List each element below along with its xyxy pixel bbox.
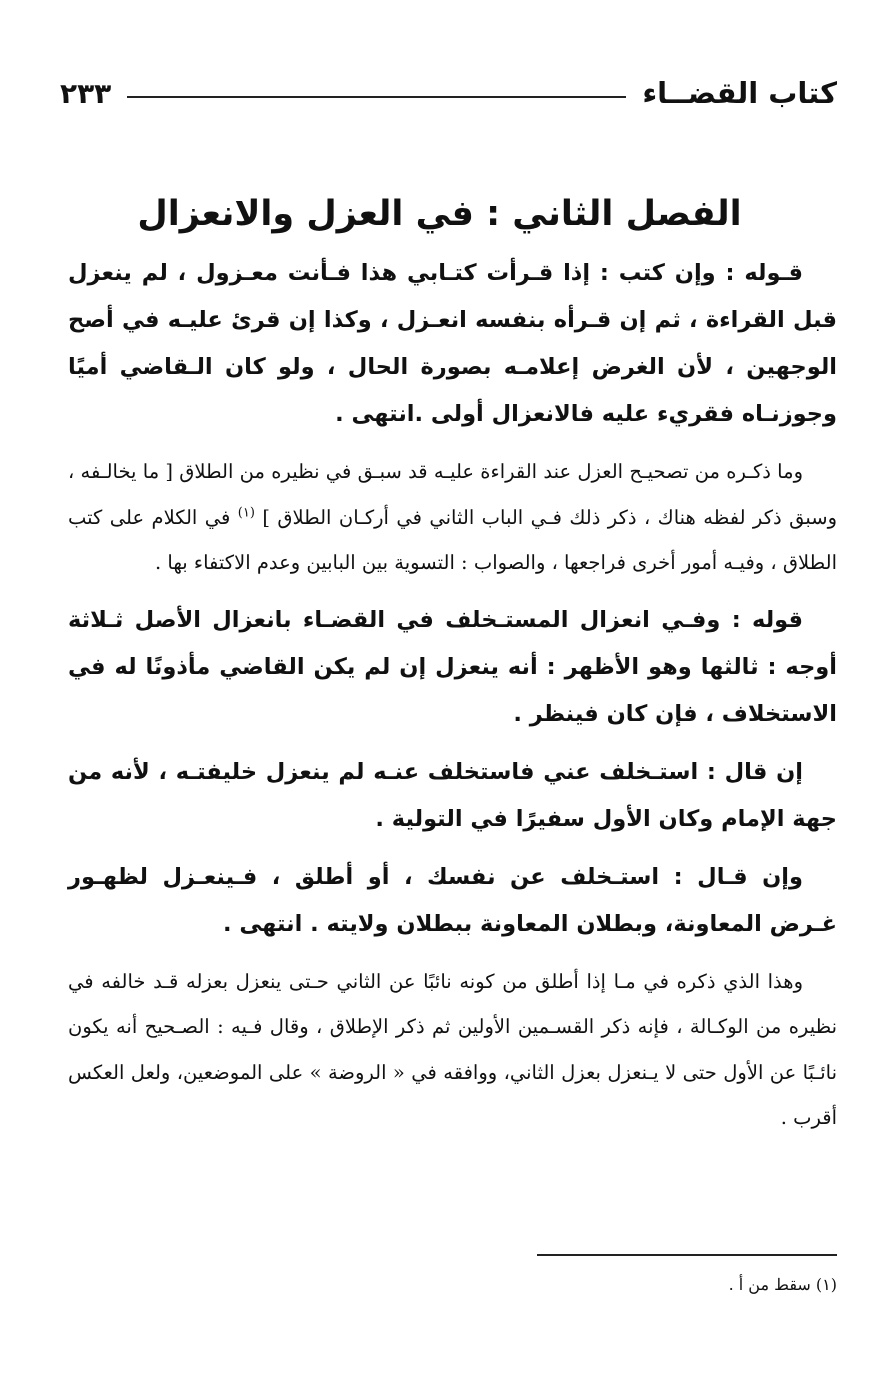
commentary-text-before-ref: وما ذكـره من تصحيـح العزل عند القراءة عليـه قد سبـق في نظيره من الطلاق [ ما يخالـفه ، وسبق ذكر لفظه هناك ، ذكر ذلك فـي الباب الثاني في أركـان الطلاق ]: [68, 460, 837, 529]
footnote-separator: [537, 1254, 837, 1256]
page-number: ٢٣٣: [60, 76, 112, 110]
book-title: كتاب القضــاء: [642, 76, 837, 110]
commentary-paragraph-2: وهذا الذي ذكره في مـا إذا أطلق من كونه نائبًا عن الثاني حـتى ينعزل بعزله قـد خالفه في نظيره من الوكـالة ، فإنه ذكر القسـمين الأولين ثم ذكر الإطلاق ، وقال فـيه : الصـحيح أنه يكون نائـبًا عن الأول حتى لا يـنعزل بعزل الثاني، ووافقه في « الروضة » على الموضعين، ولعل العكس أقرب .: [68, 969, 837, 1129]
commentary-text-after-ref: في الكلام على كتب الطلاق ، وفيـه أمور أخرى فراجعها ، والصواب : التسوية بين البابين وعدم الاكتفاء بها .: [68, 505, 837, 574]
footnote-reference: (١): [237, 505, 255, 520]
chapter-title: الفصل الثاني : في العزل والانعزال: [137, 194, 742, 234]
quote-paragraph-1: قـوله : وإن كتب : إذا قـرأت كتـابي هذا فـأنت معـزول ، لم ينعزل قبل القراءة ، ثم إن قـرأه بنفسه انعـزل ، وكذا إن قرئ عليـه في أصح الوجهين ، لأن الغرض إعلامـه بصورة الحال ، ولو كان الـقاضي أميًا وجوزنـاه فقريء عليه فالانعزال أولى .انتهى .: [68, 260, 837, 427]
header-rule: [127, 96, 626, 98]
page-header: [60, 66, 837, 120]
main-text: [68, 250, 837, 1152]
footnote: (١) سقط من أ .: [728, 1275, 837, 1294]
quote-paragraph-2: قوله : وفـي انعزال المستـخلف في القضـاء بانعزال الأصل ثـلاثة أوجه : ثالثها وهو الأظهر : أنه ينعزل إن لم يكن القاضي مأذونًا له في الاستخلاف ، فإن كان فينظر .: [68, 606, 837, 727]
quote-paragraph-4: وإن قـال : استـخلف عن نفسك ، أو أطلق ، فـينعـزل لظهـور غـرض المعاونة، وبطلان المعاونة ببطلان ولايته . انتهى .: [68, 863, 837, 937]
quote-paragraph-3: إن قال : استـخلف عني فاستخلف عنـه لم ينعزل خليفتـه ، لأنه من جهة الإمام وكان الأول سفيرًا في التولية .: [68, 758, 837, 832]
commentary-paragraph-1: [68, 449, 837, 586]
